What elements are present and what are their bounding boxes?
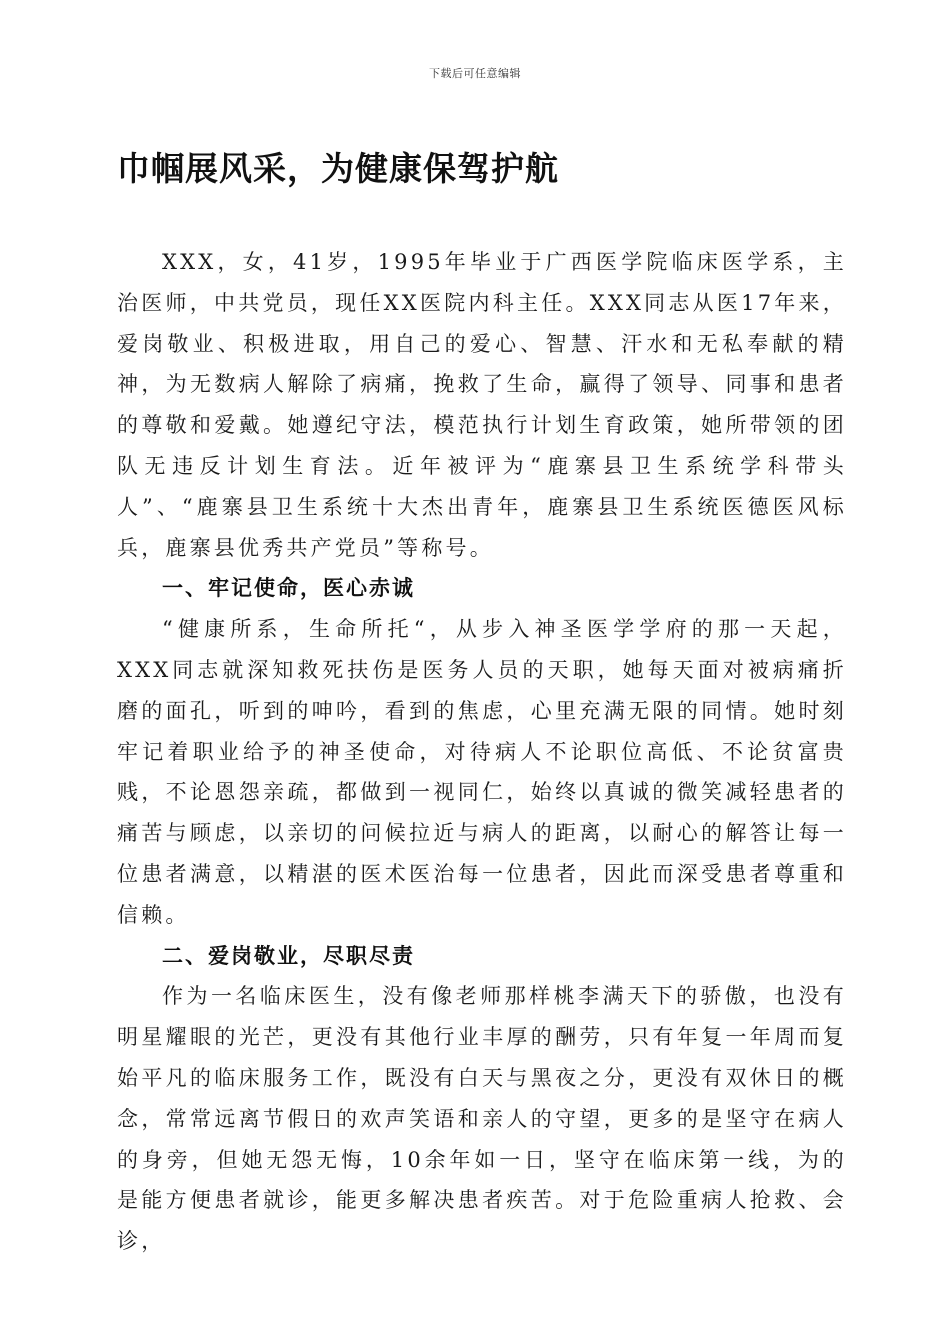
section-heading: 一、牢记使命，医心赤诚 bbox=[162, 576, 415, 601]
section-2 bbox=[117, 936, 847, 1262]
section-heading: 二、爱岗敬业，尽职尽责 bbox=[162, 943, 415, 968]
section-1 bbox=[117, 568, 847, 935]
document-title: 巾帼展风采，为健康保驾护航 bbox=[117, 149, 559, 188]
header-note: 下载后可任意编辑 bbox=[429, 67, 521, 80]
intro-paragraph: XXX，女，41岁，1995年毕业于广西医学院临床医学系，主治医师，中共党员，现任XX医院内科主任。XXX同志从医17年来，爱岗敬业、积极进取，用自己的爱心、智慧、汗水和无私奉献的精神，为无数病人解除了病痛，挽救了生命，赢得了领导、同事和患者的尊敬和爱戴。她遵纪守法，模范执行计划生育政策，她所带领的团队无违反计划生育法。近年被评为“鹿寨县卫生系统学科带头人”、“鹿寨县卫生系统十大杰出青年，鹿寨县卫生系统医德医风标兵，鹿寨县优秀共产党员”等称号。 bbox=[117, 250, 847, 560]
section-paragraph: 作为一名临床医生，没有像老师那样桃李满天下的骄傲，也没有明星耀眼的光芒，更没有其他行业丰厚的酬劳，只有年复一年周而复始平凡的临床服务工作，既没有白天与黑夜之分，更没有双休日的概念，常常远离节假日的欢声笑语和亲人的守望，更多的是坚守在病人的身旁，但她无怨无悔，10余年如一日，坚守在临床第一线，为的是能方便患者就诊，能更多解决患者疾苦。对于危险重病人抢救、会诊， bbox=[117, 984, 847, 1254]
document-body bbox=[117, 242, 847, 1262]
section-paragraph: “健康所系，生命所托“，从步入神圣医学学府的那一天起，XXX同志就深知救死扶伤是医务人员的天职，她每天面对被病痛折磨的面孔，听到的呻吟，看到的焦虑，心里充满无限的同情。她时刻牢记着职业给予的神圣使命，对待病人不论职位高低、不论贫富贵贱，不论恩怨亲疏，都做到一视同仁，始终以真诚的微笑减轻患者的痛苦与顾虑，以亲切的问候拉近与病人的距离，以耐心的解答让每一位患者满意，以精湛的医术医治每一位患者，因此而深受患者尊重和信赖。 bbox=[117, 617, 847, 927]
